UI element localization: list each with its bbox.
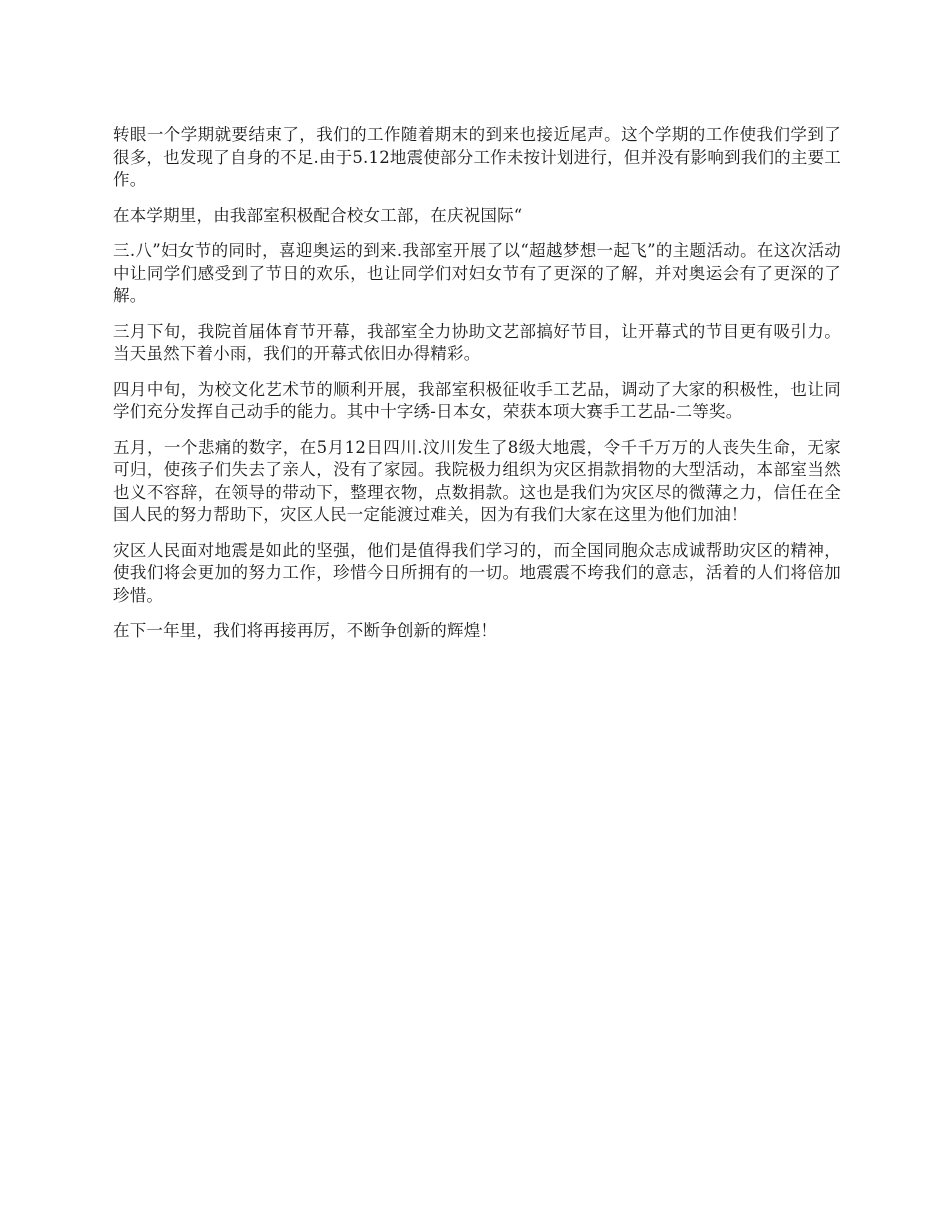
paragraph-art-festival: 四月中旬，为校文化艺术节的顺利开展，我部室积极征收手工艺品，调动了大家的积极性，也让同学们充分发挥自己动手的能力。其中十字绣-日本女，荣获本项大赛手工艺品-二等奖。 [113, 379, 841, 421]
paragraph-closing: 在下一年里，我们将再接再厉，不断争创新的辉煌！ [113, 621, 498, 640]
paragraph-intro: 转眼一个学期就要结束了，我们的工作随着期末的到来也接近尾声。这个学期的工作使我们学到了很多，也发现了自身的不足.由于5.12地震使部分工作未按计划进行，但并没有影响到我们的主要工作。 [113, 125, 841, 189]
paragraph-womens-union: 在本学期里，由我部室积极配合校女工部，在庆祝国际“ [113, 205, 523, 225]
paragraph-spirit: 灾区人民面对地震是如此的坚强，他们是值得我们学习的，而全国同胞众志成诚帮助灾区的精神，使我们将会更加的努力工作，珍惜今日所拥有的一切。地震震不垮我们的意志，活着的人们将倍加珍惜。 [113, 540, 841, 605]
paragraph-earthquake: 五月，一个悲痛的数字，在5月12日四川.汶川发生了8级大地震，令千千万万的人丧失生命，无家可归，使孩子们失去了亲人，没有了家园。我院极力组织为灾区捐款捐物的大型活动，本部室当然也义不容辞，在领导的带动下，整理衣物，点数捐款。这也是我们为灾区尽的微薄之力，信任在全国人民的努力帮助下，灾区人民一定能渡过难关，因为有我们大家在这里为他们加油！ [113, 437, 841, 524]
paragraph-sports-festival: 三月下旬，我院首届体育节开幕，我部室全力协助文艺部搞好节目，让开幕式的节目更有吸引力。当天虽然下着小雨，我们的开幕式依旧办得精彩。 [113, 321, 841, 363]
paragraph-womens-day: 三.八”妇女节的同时，喜迎奥运的到来.我部室开展了以“超越梦想一起飞”的主题活动。在这次活动中让同学们感受到了节日的欢乐，也让同学们对妇女节有了更深的了解，并对奥运会有了更深的了解。 [113, 241, 841, 305]
document-body [113, 124, 841, 656]
